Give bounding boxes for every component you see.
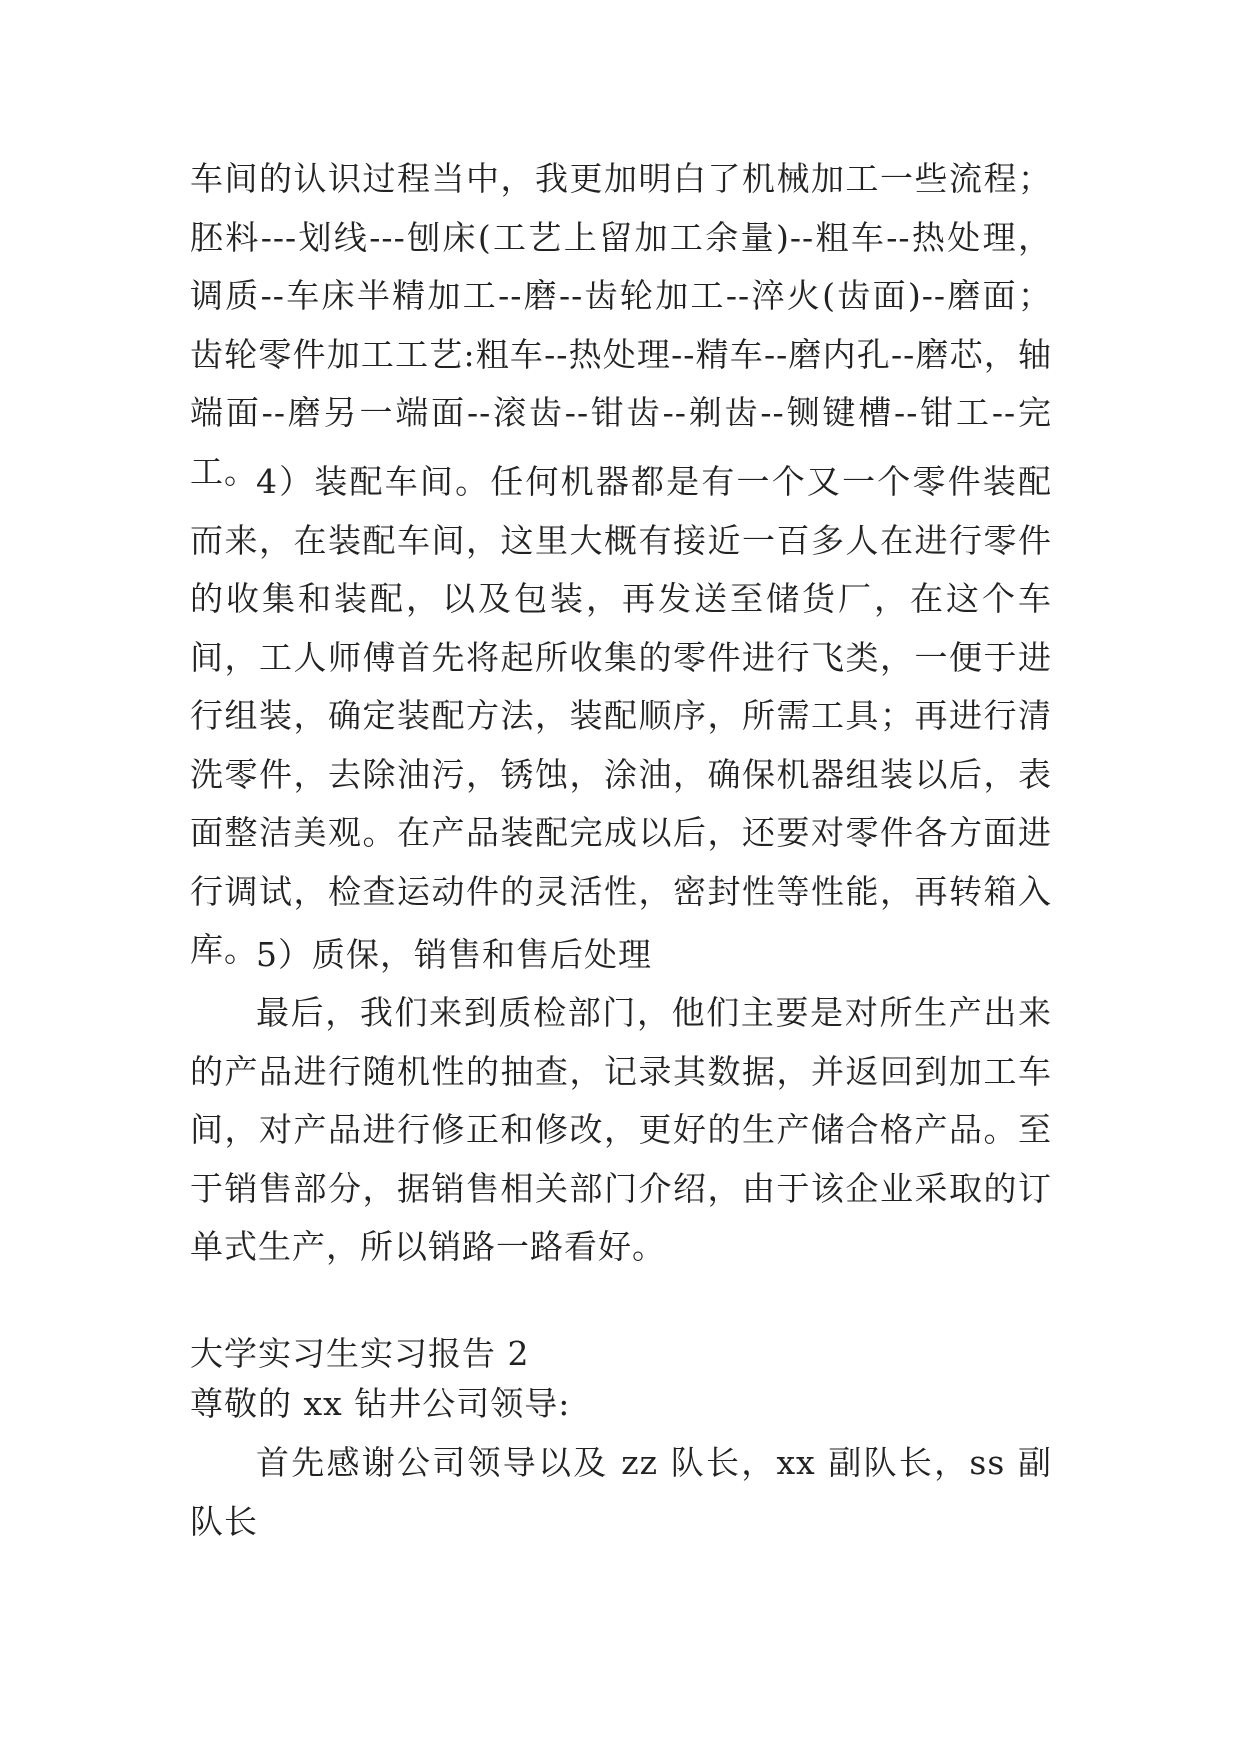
- heading-quality-sales: 5）质保，销售和售后处理: [256, 935, 652, 974]
- salutation: 尊敬的 xx 钻井公司领导:: [190, 1384, 571, 1423]
- paragraph-assembly-workshop: 4）装配车间。任何机器都是有一个又一个零件装配而来，在装配车间，这里大概有接近一百多人在进行零件的收集和装配，以及包装，再发送至储货厂，在这个车间，工人师傅首先将起所收集的零件进行飞类，一便于进行组装，确定装配方法，装配顺序，所需工具；再进行清洗零件，去除油污，锈蚀，涂油，确保机器组装以后，表面整洁美观。在产品装配完成以后，还要对零件各方面进行调试，检查运动件的灵活性，密封性等性能，再转箱入库。: [190, 462, 1052, 969]
- paragraph-quality-inspection: 最后，我们来到质检部门，他们主要是对所生产出来的产品进行随机性的抽查，记录其数据，并返回到加工车间，对产品进行修正和修改，更好的生产储合格产品。至于销售部分，据销售相关部门介绍，由于该企业采取的订单式生产，所以销路一路看好。: [190, 993, 1052, 1266]
- paragraph-thanks: 首先感谢公司领导以及 zz 队长，xx 副队长，ss 副队长: [190, 1443, 1052, 1541]
- paragraph-workshop-process: 车间的认识过程当中，我更加明白了机械加工一些流程；胚料---划线---刨床(工艺上留加工余量)--粗车--热处理，调质--车床半精加工--磨--齿轮加工--淬火(齿面)--磨面；齿轮零件加工工艺:粗车--热处理--精车--磨内孔--磨芯，轴端面--磨另一端面--滚齿--钳齿--剃齿--铡键槽--钳工--完工。: [190, 159, 1052, 491]
- report-2-title: 大学实习生实习报告 2: [190, 1334, 530, 1373]
